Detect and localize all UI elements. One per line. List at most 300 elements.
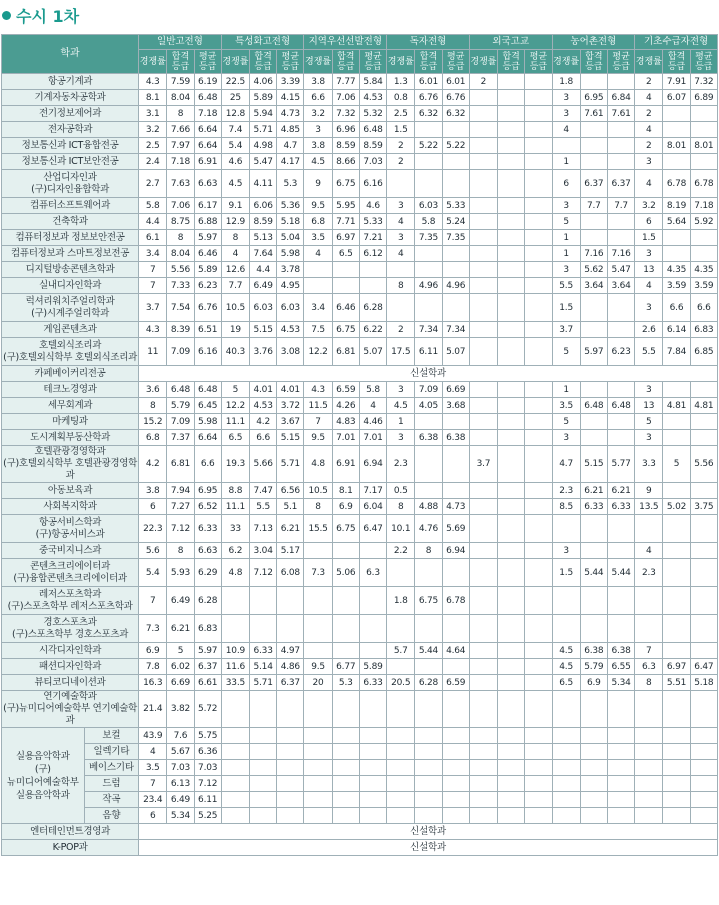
value-cell: 6.47	[359, 515, 386, 543]
value-cell: 6.21	[607, 483, 634, 499]
dept-name-line: (구)융합콘텐츠크리에이터과	[13, 572, 127, 584]
value-cell: 7.54	[167, 294, 194, 322]
value-cell: 40.3	[221, 338, 249, 366]
value-cell	[498, 154, 525, 170]
value-cell: 7.09	[415, 382, 442, 398]
value-cell: 5.47	[250, 154, 277, 170]
header-col: 평균 등급	[525, 50, 552, 74]
dept-cell	[2, 414, 139, 430]
value-cell: 7.03	[194, 760, 221, 776]
value-cell: 6.9	[332, 499, 359, 515]
value-cell	[552, 808, 580, 824]
table-row	[2, 744, 718, 760]
dept-cell	[2, 74, 139, 90]
dept-name-line: 호텔외식조리과	[38, 339, 102, 351]
value-cell	[469, 170, 497, 198]
value-cell: 4	[635, 170, 663, 198]
value-cell: 6.8	[139, 430, 167, 446]
value-cell: 6.94	[359, 446, 386, 483]
value-cell	[304, 691, 332, 728]
value-cell	[690, 559, 717, 587]
value-cell: 4.2	[139, 446, 167, 483]
value-cell: 5.51	[663, 675, 690, 691]
dept-name-line: 디지털방송콘텐츠학과	[25, 263, 115, 275]
value-cell	[442, 744, 469, 760]
value-cell: 5.44	[415, 643, 442, 659]
value-cell: 5.62	[580, 262, 607, 278]
value-cell: 22.3	[139, 515, 167, 543]
value-cell: 12.2	[304, 338, 332, 366]
value-cell	[442, 776, 469, 792]
value-cell: 5	[663, 446, 690, 483]
value-cell: 2.3	[552, 483, 580, 499]
value-cell: 4.98	[250, 138, 277, 154]
header-col: 합격 등급	[167, 50, 194, 74]
value-cell: 2	[387, 322, 415, 338]
value-cell: 4.7	[552, 446, 580, 483]
value-cell: 6.48	[194, 382, 221, 398]
value-cell	[469, 559, 497, 587]
value-cell: 6.75	[332, 322, 359, 338]
value-cell: 6.95	[580, 90, 607, 106]
value-cell	[498, 483, 525, 499]
value-cell: 3	[387, 382, 415, 398]
value-cell: 7.32	[332, 106, 359, 122]
header-dept: 학과	[2, 35, 139, 74]
value-cell: 12.6	[221, 262, 249, 278]
value-cell: 6.48	[607, 398, 634, 414]
table-row	[2, 587, 718, 615]
value-cell	[525, 499, 552, 515]
value-cell: 7.5	[304, 322, 332, 338]
table-row	[2, 262, 718, 278]
value-cell: 3	[552, 430, 580, 446]
value-cell	[690, 382, 717, 398]
table-row	[2, 515, 718, 543]
value-cell	[580, 615, 607, 643]
value-cell: 6.75	[332, 170, 359, 198]
value-cell	[415, 170, 442, 198]
value-cell	[359, 543, 386, 559]
value-cell	[690, 543, 717, 559]
value-cell: 1	[387, 414, 415, 430]
dept-cell	[2, 840, 139, 856]
value-cell: 6.9	[580, 675, 607, 691]
dept-cell	[2, 230, 139, 246]
table-row	[2, 294, 718, 322]
value-cell	[277, 728, 304, 744]
value-cell: 6.49	[167, 792, 194, 808]
value-cell: 8.39	[167, 322, 194, 338]
value-cell	[552, 615, 580, 643]
value-cell	[635, 587, 663, 615]
value-cell	[607, 691, 634, 728]
value-cell: 3	[387, 230, 415, 246]
value-cell: 9.5	[304, 659, 332, 675]
dept-cell	[2, 691, 139, 728]
value-cell: 3.2	[635, 198, 663, 214]
value-cell	[498, 414, 525, 430]
value-cell: 4	[139, 744, 167, 760]
value-cell	[607, 792, 634, 808]
value-cell	[442, 691, 469, 728]
value-cell: 1	[552, 154, 580, 170]
value-cell: 6.49	[250, 278, 277, 294]
value-cell: 4	[359, 398, 386, 414]
dept-cell	[2, 90, 139, 106]
value-cell: 4	[387, 246, 415, 262]
table-row	[2, 840, 718, 856]
value-cell	[607, 294, 634, 322]
value-cell	[498, 294, 525, 322]
value-cell: 7.16	[607, 246, 634, 262]
table-row	[2, 90, 718, 106]
table-row	[2, 398, 718, 414]
value-cell	[304, 792, 332, 808]
value-cell: 5.18	[690, 675, 717, 691]
value-cell	[663, 559, 690, 587]
dept-name-line: 마케팅과	[52, 415, 88, 427]
header-col: 평균 등급	[690, 50, 717, 74]
value-cell: 7.84	[663, 338, 690, 366]
header-group-1: 일반고전형	[139, 35, 222, 50]
value-cell: 5.97	[194, 230, 221, 246]
value-cell	[332, 615, 359, 643]
value-cell	[525, 74, 552, 90]
value-cell: 5.95	[332, 198, 359, 214]
value-cell	[277, 615, 304, 643]
value-cell: 5.3	[277, 170, 304, 198]
header-col: 합격 등급	[250, 50, 277, 74]
dept-name-line: 정보통신과 ICT융합전공	[21, 139, 119, 151]
dept-cell	[2, 515, 139, 543]
dept-name-line: 엔터테인먼트경영과	[30, 825, 111, 837]
music-sub-label: 보컬	[84, 728, 138, 744]
value-cell: 6.38	[415, 430, 442, 446]
value-cell	[525, 414, 552, 430]
value-cell	[498, 90, 525, 106]
value-cell: 4.53	[359, 90, 386, 106]
dept-cell	[2, 382, 139, 398]
header-col: 경쟁률	[635, 50, 663, 74]
value-cell: 5.5	[250, 499, 277, 515]
value-cell: 3.4	[304, 294, 332, 322]
value-cell	[690, 414, 717, 430]
dept-cell	[2, 398, 139, 414]
value-cell	[359, 278, 386, 294]
value-cell: 6.77	[332, 659, 359, 675]
value-cell	[387, 744, 415, 760]
value-cell: 5.67	[167, 744, 194, 760]
value-cell: 6.03	[415, 198, 442, 214]
value-cell: 2.3	[635, 559, 663, 587]
value-cell	[690, 106, 717, 122]
value-cell: 12.9	[221, 214, 249, 230]
value-cell: 7.01	[332, 430, 359, 446]
value-cell: 8.01	[690, 138, 717, 154]
dept-name-line: 호텔관광경영학과	[34, 446, 106, 457]
value-cell: 4.05	[415, 398, 442, 414]
value-cell	[607, 808, 634, 824]
value-cell: 6.36	[194, 744, 221, 760]
value-cell: 6.29	[194, 559, 221, 587]
value-cell: 8	[167, 230, 194, 246]
value-cell	[442, 170, 469, 198]
value-cell: 5.71	[250, 122, 277, 138]
value-cell	[387, 808, 415, 824]
value-cell	[635, 728, 663, 744]
value-cell: 6.37	[607, 170, 634, 198]
value-cell: 3	[635, 294, 663, 322]
value-cell	[498, 515, 525, 543]
value-cell: 5.89	[359, 659, 386, 675]
value-cell: 6.69	[167, 675, 194, 691]
value-cell	[607, 543, 634, 559]
header-col: 평균 등급	[277, 50, 304, 74]
dept-cell	[2, 338, 139, 366]
value-cell	[221, 776, 249, 792]
value-cell	[304, 643, 332, 659]
value-cell: 3	[552, 262, 580, 278]
value-cell	[525, 230, 552, 246]
admission-results-table	[1, 34, 718, 856]
value-cell	[442, 294, 469, 322]
value-cell: 1.5	[552, 294, 580, 322]
value-cell	[469, 483, 497, 499]
value-cell	[250, 728, 277, 744]
value-cell	[690, 808, 717, 824]
value-cell: 4.35	[690, 262, 717, 278]
header-group-3: 지역우선선발전형	[304, 35, 387, 50]
value-cell: 7.18	[690, 198, 717, 214]
value-cell: 5.69	[442, 515, 469, 543]
value-cell: 4.73	[277, 106, 304, 122]
value-cell: 5.22	[442, 138, 469, 154]
value-cell	[580, 214, 607, 230]
value-cell	[663, 760, 690, 776]
value-cell	[525, 776, 552, 792]
value-cell: 5	[552, 214, 580, 230]
value-cell: 6.38	[442, 430, 469, 446]
value-cell: 2.4	[139, 154, 167, 170]
value-cell	[469, 138, 497, 154]
value-cell: 5.15	[277, 430, 304, 446]
value-cell	[525, 744, 552, 760]
value-cell: 6.07	[663, 90, 690, 106]
value-cell: 6.63	[194, 170, 221, 198]
value-cell: 6.12	[359, 246, 386, 262]
value-cell: 5.15	[580, 446, 607, 483]
value-cell: 5.56	[690, 446, 717, 483]
value-cell: 6.48	[580, 398, 607, 414]
table-row	[2, 138, 718, 154]
value-cell: 5.8	[415, 214, 442, 230]
value-cell: 7.09	[167, 414, 194, 430]
value-cell: 7.7	[607, 198, 634, 214]
header-col: 경쟁률	[221, 50, 249, 74]
value-cell: 6.64	[194, 122, 221, 138]
value-cell: 4.5	[552, 643, 580, 659]
value-cell	[525, 90, 552, 106]
value-cell	[663, 615, 690, 643]
value-cell: 7.61	[580, 106, 607, 122]
value-cell: 15.5	[304, 515, 332, 543]
value-cell: 5.66	[250, 446, 277, 483]
value-cell: 6.5	[552, 675, 580, 691]
value-cell: 1	[552, 382, 580, 398]
value-cell	[304, 543, 332, 559]
value-cell: 4.2	[250, 414, 277, 430]
value-cell	[415, 760, 442, 776]
value-cell	[469, 90, 497, 106]
value-cell	[469, 382, 497, 398]
value-cell: 7.61	[607, 106, 634, 122]
value-cell: 4	[635, 90, 663, 106]
table-row	[2, 198, 718, 214]
value-cell	[690, 776, 717, 792]
value-cell	[442, 792, 469, 808]
value-cell	[607, 414, 634, 430]
value-cell: 1.8	[552, 74, 580, 90]
value-cell: 6.69	[442, 382, 469, 398]
dept-name-line: 레저스포츠학과	[38, 588, 102, 600]
dept-cell	[2, 170, 139, 198]
value-cell: 9.5	[304, 198, 332, 214]
value-cell: 6.06	[250, 198, 277, 214]
value-cell: 7.6	[167, 728, 194, 744]
value-cell: 3.04	[250, 543, 277, 559]
table-row	[2, 74, 718, 90]
value-cell: 4.5	[387, 398, 415, 414]
value-cell	[607, 74, 634, 90]
value-cell	[498, 792, 525, 808]
value-cell: 8.59	[332, 138, 359, 154]
value-cell	[607, 382, 634, 398]
dept-name-line: K-POP과	[52, 841, 88, 853]
dept-cell	[2, 824, 139, 840]
value-cell	[580, 808, 607, 824]
value-cell: 6.02	[167, 659, 194, 675]
value-cell	[580, 515, 607, 543]
value-cell: 3.67	[277, 414, 304, 430]
header-col: 경쟁률	[387, 50, 415, 74]
value-cell	[332, 808, 359, 824]
value-cell: 6.11	[194, 792, 221, 808]
value-cell	[469, 106, 497, 122]
table-body	[2, 74, 718, 856]
value-cell: 2	[387, 154, 415, 170]
value-cell	[469, 338, 497, 366]
dept-name-line: 게임콘텐츠과	[43, 323, 97, 335]
value-cell	[552, 776, 580, 792]
value-cell	[442, 760, 469, 776]
value-cell	[469, 744, 497, 760]
dept-cell	[2, 587, 139, 615]
dept-name-line: 뷰티코디네이션과	[34, 676, 106, 688]
value-cell: 7.34	[415, 322, 442, 338]
value-cell: 21.4	[139, 691, 167, 728]
value-cell: 6.78	[690, 170, 717, 198]
value-cell: 6.5	[332, 246, 359, 262]
value-cell: 7.17	[359, 483, 386, 499]
value-cell: 3.5	[304, 230, 332, 246]
value-cell: 6.49	[167, 587, 194, 615]
value-cell	[387, 294, 415, 322]
value-cell: 8.1	[139, 90, 167, 106]
value-cell: 4.3	[304, 382, 332, 398]
header-col: 합격 등급	[498, 50, 525, 74]
value-cell: 8	[221, 230, 249, 246]
value-cell	[387, 559, 415, 587]
value-cell: 1.8	[387, 587, 415, 615]
value-cell: 5.07	[442, 338, 469, 366]
header-col: 평균 등급	[442, 50, 469, 74]
value-cell: 6.52	[194, 499, 221, 515]
value-cell	[607, 744, 634, 760]
value-cell	[498, 499, 525, 515]
value-cell: 6.08	[277, 559, 304, 587]
dept-cell	[2, 483, 139, 499]
value-cell: 2	[469, 74, 497, 90]
value-cell	[415, 154, 442, 170]
value-cell: 4	[552, 122, 580, 138]
value-cell	[498, 74, 525, 90]
music-sub-label: 베이스기타	[84, 760, 138, 776]
value-cell	[469, 499, 497, 515]
value-cell: 6.16	[194, 338, 221, 366]
table-row	[2, 543, 718, 559]
table-row	[2, 382, 718, 398]
value-cell	[525, 382, 552, 398]
value-cell: 4.53	[277, 322, 304, 338]
value-cell: 6.78	[442, 587, 469, 615]
value-cell: 7.18	[167, 154, 194, 170]
value-cell	[552, 691, 580, 728]
value-cell: 6.33	[607, 499, 634, 515]
value-cell: 3	[635, 154, 663, 170]
value-cell	[525, 559, 552, 587]
dept-name-line: 전자공학과	[47, 123, 93, 135]
value-cell	[359, 760, 386, 776]
value-cell	[304, 744, 332, 760]
value-cell	[442, 446, 469, 483]
value-cell	[525, 659, 552, 675]
value-cell	[525, 294, 552, 322]
value-cell	[525, 154, 552, 170]
value-cell: 7.16	[580, 246, 607, 262]
dept-cell	[2, 446, 139, 483]
value-cell	[359, 615, 386, 643]
value-cell: 4	[635, 122, 663, 138]
value-cell	[663, 643, 690, 659]
value-cell: 10.9	[221, 643, 249, 659]
value-cell: 7	[635, 643, 663, 659]
value-cell: 6.01	[442, 74, 469, 90]
value-cell	[607, 322, 634, 338]
value-cell: 4.3	[139, 74, 167, 90]
value-cell	[332, 262, 359, 278]
value-cell: 5	[167, 643, 194, 659]
value-cell: 3.7	[469, 446, 497, 483]
value-cell	[525, 808, 552, 824]
value-cell: 6.17	[194, 198, 221, 214]
dept-name-line: 사회복지학과	[43, 500, 97, 512]
dept-name-line: 아동보육과	[47, 484, 93, 496]
value-cell: 6.75	[415, 587, 442, 615]
value-cell	[469, 776, 497, 792]
value-cell: 4	[635, 278, 663, 294]
dept-name-line: 컴퓨터정보과 정보보안전공	[15, 231, 125, 243]
